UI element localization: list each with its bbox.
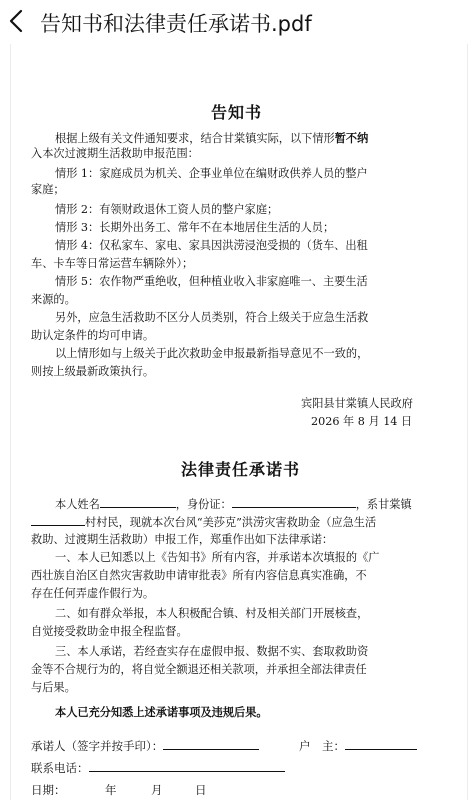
pledge-line3: 救助、过渡期生活救助）申报工作，郑重作出如下法律承诺： xyxy=(31,533,334,546)
pledge-title: 法律责任承诺书 xyxy=(181,460,301,479)
pledge-p3-line2: 金等不合规行为的，将自觉全额退还相关款项，并承担全部法律责任 xyxy=(31,663,367,676)
name-blank xyxy=(100,496,176,508)
date-year-label: 年 xyxy=(105,783,117,797)
signature-row: 承诺人（签字并按手印）： xyxy=(31,738,259,754)
household-blank[interactable] xyxy=(345,738,417,750)
id-blank xyxy=(232,496,356,508)
signature-blank[interactable] xyxy=(163,738,259,750)
notice-title: 告知书 xyxy=(211,103,263,122)
pledge-p1-line1: 一、本人已知悉以上《告知书》所有内容，并承诺本次填报的《广 xyxy=(55,551,380,564)
pledge-p1-line3: 存在任何弄虚作假行为。 xyxy=(31,587,155,600)
notice-case1-line1: 情形 1：家庭成员为机关、企事业单位在编财政供养人员的整户 xyxy=(55,167,368,180)
app-header xyxy=(0,0,476,42)
chevron-left-icon[interactable] xyxy=(6,8,28,34)
date-month-label: 月 xyxy=(151,783,163,797)
notice-case4-line2: 车、卡车等日常运营车辆除外）； xyxy=(31,257,194,270)
file-name-title: 告知书和法律责任承诺书.pdf xyxy=(40,12,312,36)
date-row: 日期： xyxy=(31,783,66,797)
notice-note2-line1: 以上情形如与上级关于此次救助金申报最新指导意见不一致的， xyxy=(55,347,369,360)
notice-case1-line2: 家庭； xyxy=(31,183,65,196)
pledge-p3-line1: 三、本人承诺，若经查实存在虚假申报、数据不实、套取救助资 xyxy=(55,645,369,658)
notice-case3: 情形 3：长期外出务工、常年不在本地居住生活的人员； xyxy=(55,221,335,234)
document-page[interactable] xyxy=(10,44,468,800)
notice-date: 2026 年 8 月 14 日 xyxy=(311,415,413,428)
notice-note1-line1: 另外，应急生活救助不区分人员类别，符合上级关于应急生活救 xyxy=(55,311,369,324)
village-blank xyxy=(31,514,85,526)
notice-case5-line2: 来源的。 xyxy=(31,293,76,306)
pledge-p2-line2: 自觉接受救助金申报全程监督。 xyxy=(31,625,188,638)
pledge-line1: 本人姓名 ，身份证： ，系甘棠镇 xyxy=(55,498,412,511)
notice-case4-line1: 情形 4：仅私家车、家电、家具因洪涝浸泡受损的（货车、出租 xyxy=(55,239,368,252)
pledge-p1-line2: 西壮族自治区自然灾害救助申请审批表》所有内容信息真实准确，不 xyxy=(31,569,367,582)
pledge-p2-line1: 二、如有群众举报，本人积极配合镇、村及相关部门开展核查， xyxy=(55,607,369,620)
notice-case2: 情形 2：有领财政退休工资人员的整户家庭； xyxy=(55,203,279,216)
date-day-label: 日 xyxy=(195,783,207,797)
phone-blank[interactable] xyxy=(89,760,285,772)
pledge-confirm: 本人已充分知悉上述承诺事项及违规后果。 xyxy=(55,705,268,719)
phone-row: 联系电话： xyxy=(31,760,285,776)
notice-intro-line2: 入本次过渡期生活救助申报范围： xyxy=(31,147,199,160)
notice-note1-line2: 助认定条件的均可申请。 xyxy=(31,329,155,342)
notice-issuer: 宾阳县甘棠镇人民政府 xyxy=(301,397,413,410)
notice-intro-line1: 根据上级有关文件通知要求，结合甘棠镇实际，以下情形暂不纳 xyxy=(55,131,369,145)
pledge-p3-line3: 与后果。 xyxy=(31,681,76,694)
household-row: 户 主： xyxy=(299,738,417,754)
pledge-line2: 村村民，现就本次台风“美莎克”洪涝灾害救助金（应急生活 xyxy=(31,514,376,531)
notice-case5-line1: 情形 5：农作物严重绝收，但种植业收入非家庭唯一、主要生活 xyxy=(55,275,368,288)
notice-note2-line2: 则按上级最新政策执行。 xyxy=(31,365,155,378)
